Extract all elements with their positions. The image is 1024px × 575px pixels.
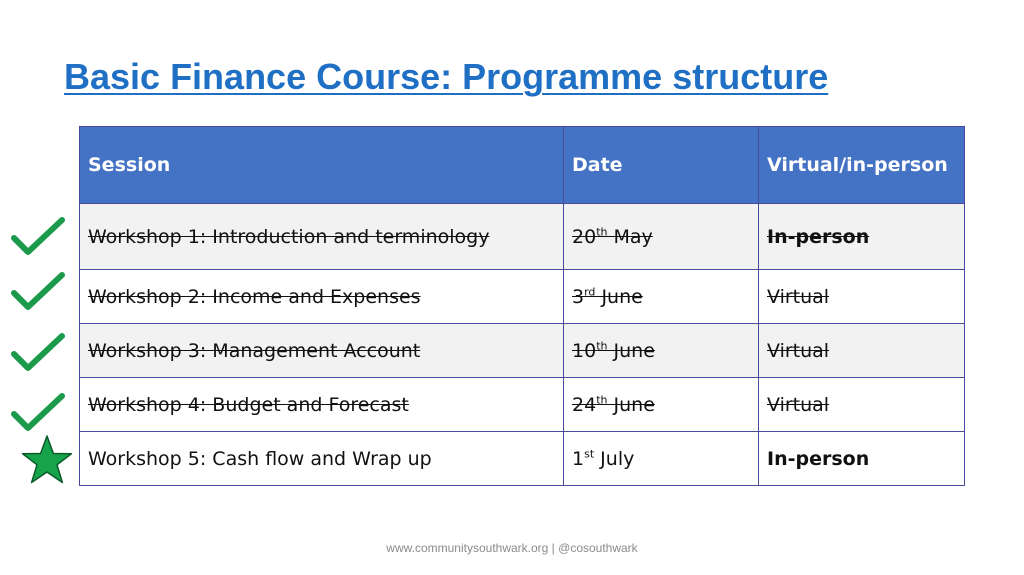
date-day: 24 — [572, 393, 597, 416]
session-cell: Workshop 3: Management Account — [80, 324, 564, 378]
date-cell — [564, 324, 759, 378]
date-ordinal: th — [596, 393, 608, 407]
table-row — [80, 324, 965, 378]
date-month: June — [607, 393, 655, 416]
date-cell — [564, 378, 759, 432]
date-cell — [564, 270, 759, 324]
mode-cell: Virtual — [759, 324, 965, 378]
footer-text: www.communitysouthwark.org | @cosouthwark — [386, 541, 638, 555]
slide-title: Basic Finance Course: Programme structure — [64, 56, 829, 97]
mode-cell: In-person — [759, 204, 965, 270]
date-ordinal: st — [584, 447, 595, 461]
date-cell — [564, 204, 759, 270]
session-cell: Workshop 4: Budget and Forecast — [80, 378, 564, 432]
header-mode: Virtual/in-person — [759, 127, 965, 204]
mode-cell: In-person — [759, 432, 965, 486]
date-cell — [564, 432, 759, 486]
table-row — [80, 204, 965, 270]
session-cell: Workshop 2: Income and Expenses — [80, 270, 564, 324]
date-month: June — [607, 339, 655, 362]
header-session: Session — [80, 127, 564, 204]
date-day: 20 — [572, 225, 597, 248]
date-day: 3 — [572, 285, 585, 308]
checkmark-icon — [8, 388, 68, 436]
date-day: 1 — [572, 447, 585, 470]
table-header-row — [80, 127, 965, 204]
table-row — [80, 270, 965, 324]
star-icon — [20, 434, 74, 488]
checkmark-icon — [8, 328, 68, 376]
table-row — [80, 432, 965, 486]
date-ordinal: th — [596, 339, 608, 353]
date-month: May — [607, 225, 653, 248]
mode-cell: Virtual — [759, 378, 965, 432]
session-cell: Workshop 1: Introduction and terminology — [80, 204, 564, 270]
checkmark-icon — [8, 212, 68, 260]
header-date: Date — [564, 127, 759, 204]
date-day: 10 — [572, 339, 597, 362]
programme-table — [79, 126, 965, 486]
date-month: July — [594, 447, 635, 470]
date-month: June — [595, 285, 643, 308]
session-cell: Workshop 5: Cash flow and Wrap up — [80, 432, 564, 486]
date-ordinal: rd — [584, 285, 596, 299]
date-ordinal: th — [596, 225, 608, 239]
table-row — [80, 378, 965, 432]
checkmark-icon — [8, 267, 68, 315]
mode-cell: Virtual — [759, 270, 965, 324]
